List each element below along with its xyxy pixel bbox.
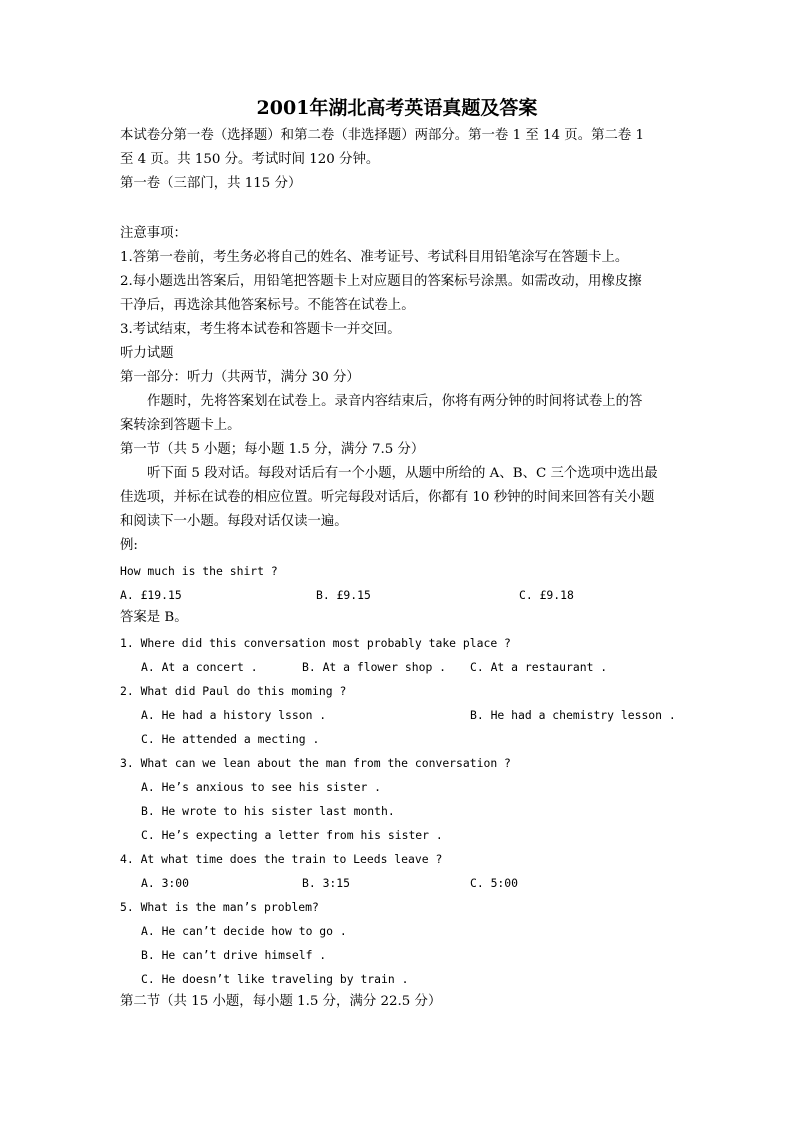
question-4-option-c: C. 5:00 [470,876,519,890]
question-4-option-a: A. 3:00 [141,876,190,890]
example-answer: 答案是 B。 [120,610,188,625]
question-2-option-a: A. He had a history lsson . [141,708,327,722]
question-2: 2. What did Paul do this moming ? [120,684,347,698]
example-question: How much is the shirt ? [120,564,278,578]
question-1: 1. Where did this conversation most probably take place ? [120,636,511,650]
note-item-2a: 2.每小题选出答案后，用铅笔把答题卡上对应题目的答案标号涂黑。如需改动，用橡皮擦 [120,274,642,289]
intro-line-2: 至 4 页。共 150 分。考试时间 120 分钟。 [120,152,380,167]
question-1-option-a: A. At a concert . [141,660,258,674]
example-option-b: B. £9.15 [316,588,371,602]
question-2-option-b: B. He had a chemistry lesson . [470,708,676,722]
volume-1-heading: 第一卷（三部门，共 115 分） [120,176,302,191]
page-title: 2001年湖北高考英语真题及答案 [256,97,538,119]
section-1-heading: 第一节（共 5 小题；每小题 1.5 分，满分 7.5 分） [120,442,425,457]
question-1-option-c: C. At a restaurant . [470,660,608,674]
question-4-option-b: B. 3:15 [302,876,351,890]
part-1-heading: 第一部分：听力（共两节，满分 30 分） [120,370,360,385]
instruction-2a: 听下面 5 段对话。每段对话后有一个小题，从题中所给的 A、B、C 三个选项中选出最 [147,466,658,481]
question-2-option-c: C. He attended a mecting . [141,732,320,746]
instruction-1a: 作题时，先将答案划在试卷上。录音内容结束后，你将有两分钟的时间将试卷上的答 [147,394,643,409]
section-2-heading: 第二节（共 15 小题，每小题 1.5 分，满分 22.5 分） [120,994,442,1009]
example-option-a: A. £19.15 [120,588,182,602]
listening-title: 听力试题 [120,346,174,361]
question-1-option-b: B. At a flower shop . [302,660,447,674]
note-item-2b: 干净后，再选涂其他答案标号。不能答在试卷上。 [120,298,415,313]
example-option-c: C. £9.18 [519,588,574,602]
instruction-2b: 佳选项，并标在试卷的相应位置。听完每段对话后，你都有 10 秒钟的时间来回答有关小题 [120,490,655,505]
question-5-option-c: C. He doesn’t like traveling by train . [141,972,409,986]
question-5-option-a: A. He can’t decide how to go . [141,924,347,938]
note-item-3: 3.考试结束，考生将本试卷和答题卡一并交回。 [120,322,401,337]
question-3-option-c: C. He’s expecting a letter from his sister . [141,828,443,842]
question-3: 3. What can we lean about the man from the conversation ? [120,756,511,770]
instruction-1b: 案转涂到答题卡上。 [120,418,241,433]
note-item-1: 1.答第一卷前，考生务必将自己的姓名、准考证号、考试科目用铅笔涂写在答题卡上。 [120,250,629,265]
notes-heading: 注意事项： [120,226,187,241]
example-label: 例: [120,538,138,553]
intro-line-1: 本试卷分第一卷（选择题）和第二卷（非选择题）两部分。第一卷 1 至 14 页。第二卷 1 [120,128,645,143]
question-3-option-a: A. He’s anxious to see his sister . [141,780,382,794]
question-3-option-b: B. He wrote to his sister last month. [141,804,395,818]
question-5: 5. What is the man’s problem? [120,900,319,914]
question-5-option-b: B. He can’t drive himself . [141,948,327,962]
question-4: 4. At what time does the train to Leeds leave ? [120,852,443,866]
instruction-2c: 和阅读下一小题。每段对话仅读一遍。 [120,514,348,529]
